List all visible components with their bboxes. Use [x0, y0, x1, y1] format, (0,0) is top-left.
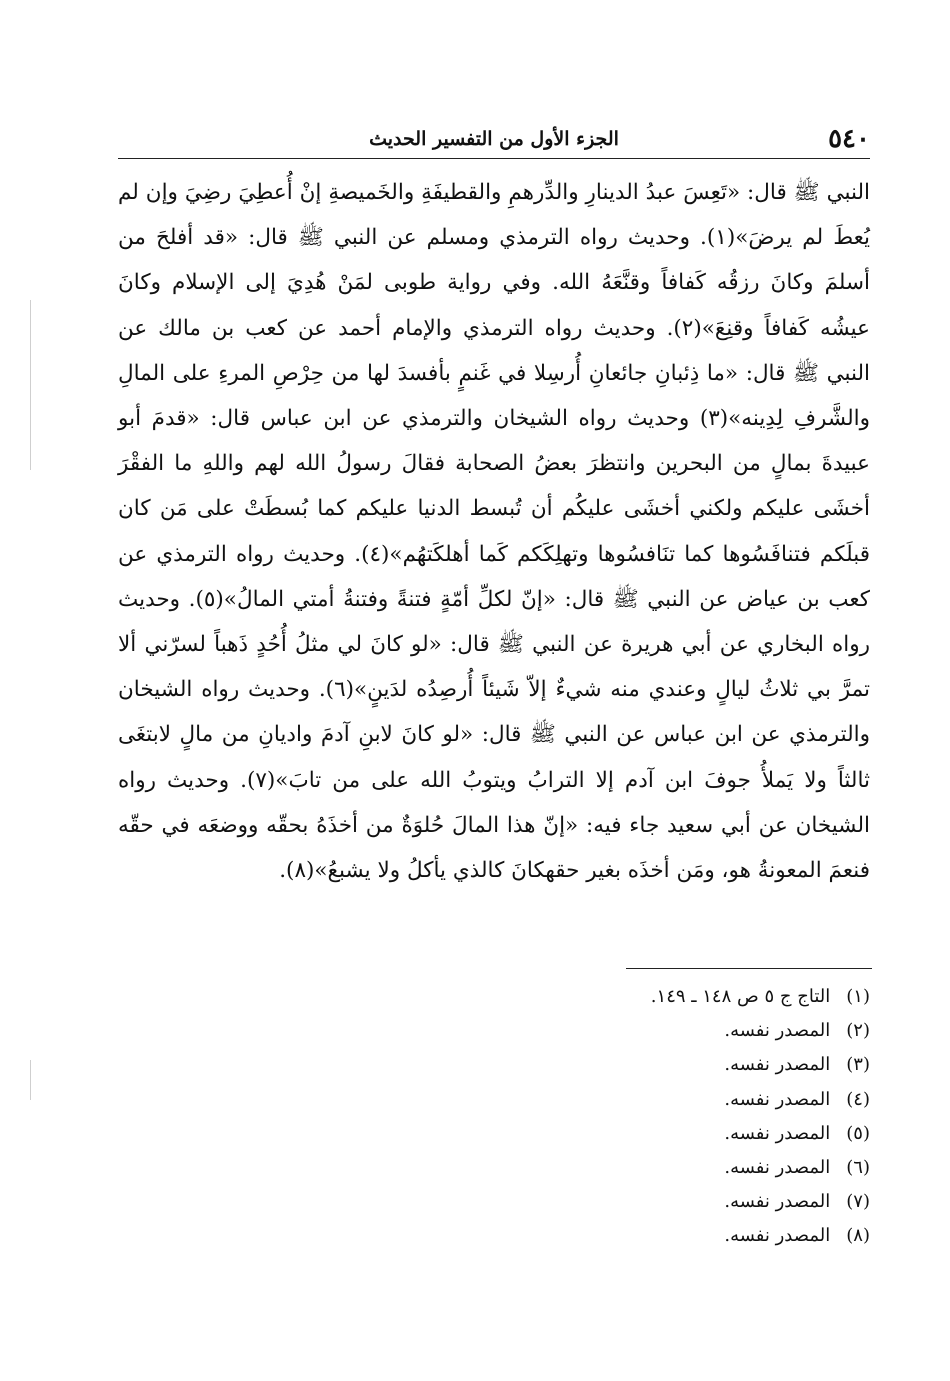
footnote-number: (٨)	[846, 1225, 870, 1247]
footnote-divider	[626, 968, 872, 969]
footnote-item	[118, 1151, 870, 1185]
main-text: النبي ﷺ قال: «تَعِسَ عبدُ الدينارِ والدِّرهمِ والقطيفَةِ والخَميصةِ إنْ أُعطِيَ رضِيَ وإن لم يُعطَ لم يرضَ»(١). وحديث رواه الترمذي ومسلم عن النبي ﷺ قال: «قد أفلحَ من أسلمَ وكانَ رزقُه كَفافاً وقنَّعَهُ الله. وفي رواية طوبى لمَنْ هُدِيَ إلى الإسلام وكانَ عيشُه كَفافاً وقنِعَ»(٢). وحديث رواه الترمذي والإمام أحمد عن كعب بن مالك عن النبي ﷺ قال: «ما ذِئبانِ جائعانِ أُرسِلا في غَنمٍ بأفسدَ لها من حِرْصِ المرءِ على المالِ والشَّرفِ لِدِينه»(٣) وحديث رواه الشيخان والترمذي عن ابن عباس قال: «قدمَ أبو عبيدةَ بمالٍ من البحرين وانتظرَ بعضُ الصحابة فقالَ رسولُ الله لهم واللهِ ما الفقْرَ أخشَى عليكم ولكني أخشَى عليكُم أن تُبسط الدنيا عليكم كما بُسطَتْ على مَن كان قبلَكم فتنافَسُوها كما تنَافسُوها وتهلِكَكم كَما أهلكَتهُم»(٤). وحديث رواه الترمذي عن كعب بن عياض عن النبي ﷺ قال: «إنّ لكلِّ أمّةٍ فتنةً وفتنةُ أمتي المالُ»(٥). وحديث رواه البخاري عن أبي هريرة عن النبي ﷺ قال: «لو كانَ لي مثلُ أُحُدٍ ذَهباً لسرّني ألا تمرَّ بي ثلاثُ ليالٍ وعندي منه شيءٌ إلاّ شَيئاً أُرصِدُه لدَينٍ»(٦). وحديث رواه الشيخان والترمذي عن ابن عباس عن النبي ﷺ قال: «لو كانَ لابنِ آدمَ واديانِ من مالٍ لابتغَى ثالثاً ولا يَملأُ جوفَ ابن آدم إلا الترابُ ويتوبُ الله على من تابَ»(٧). وحديث رواه الشيخان عن أبي سعيد جاء فيه: «إنّ هذا المالَ حُلوَةٌ من أخذَهُ بحقّه ووضعَه في حقّه فنعمَ المعونةُ هو، ومَن أخذَه بغير حقهكانَ كالذي يأكلُ ولا يشبعُ»(٨).	[118, 180, 870, 884]
footnote-text: المصدر نفسه.	[724, 1088, 831, 1110]
footnote-number: (٢)	[846, 1020, 870, 1042]
footnote-text: المصدر نفسه.	[724, 1054, 831, 1076]
footnote-text: المصدر نفسه.	[724, 1122, 831, 1144]
footnote-item	[118, 1048, 870, 1082]
footnote-number: (٦)	[846, 1156, 870, 1178]
footnote-number: (٧)	[846, 1191, 870, 1213]
footnote-item	[118, 1117, 870, 1151]
scan-margin-line	[30, 1060, 31, 1100]
scan-margin-line	[30, 300, 31, 470]
footnote-item	[118, 1014, 870, 1048]
footnote-text: المصدر نفسه.	[724, 1225, 831, 1247]
header-divider	[118, 158, 870, 159]
footnote-item	[118, 1219, 870, 1253]
footnote-item	[118, 1083, 870, 1117]
footnote-number: (٤)	[846, 1088, 870, 1110]
footnote-number: (٣)	[846, 1054, 870, 1076]
footnote-number: (٥)	[846, 1122, 870, 1144]
footnote-item	[118, 1185, 870, 1219]
footnote-text: التاج ج ٥ ص ١٤٨ ـ ١٤٩.	[650, 986, 831, 1007]
page-number: ٥٤٠	[828, 124, 870, 154]
footnote-text: المصدر نفسه.	[724, 1191, 831, 1213]
footnote-text: المصدر نفسه.	[724, 1020, 831, 1042]
footnote-text: المصدر نفسه.	[724, 1156, 831, 1178]
footnotes-list	[118, 980, 870, 1254]
running-title: الجزء الأول من التفسير الحديث	[369, 128, 619, 150]
footnote-item	[118, 980, 870, 1014]
footnote-number: (١)	[846, 986, 870, 1007]
page-header	[118, 122, 870, 156]
